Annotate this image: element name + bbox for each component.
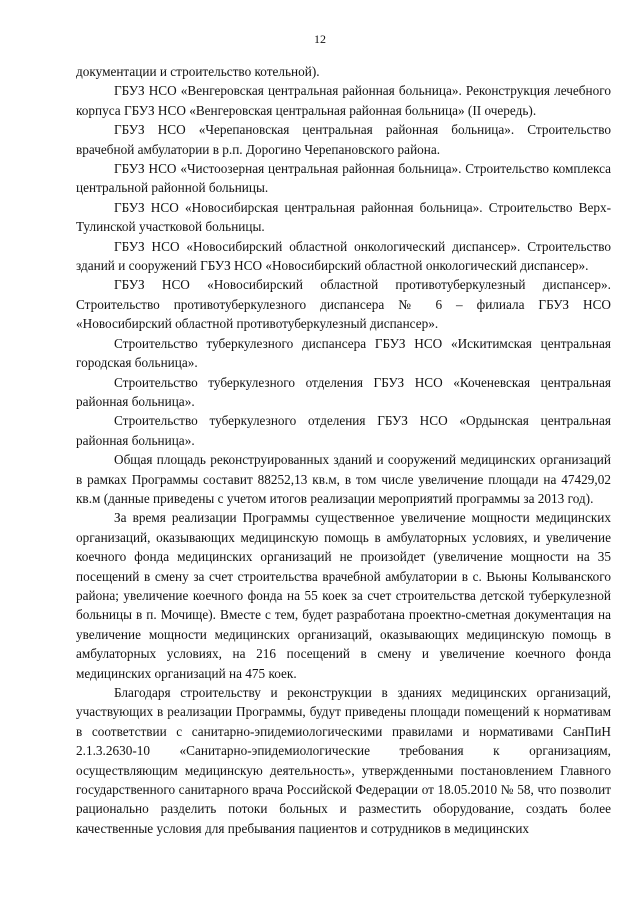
paragraph-chistoozernoe: ГБУЗ НСО «Чистоозерная центральная районная больница». Строительство комплекса центральной районной больницы. — [76, 161, 611, 196]
paragraph-novosibirskaya-crb: ГБУЗ НСО «Новосибирская центральная районная больница». Строительство Верх-Тулинской участковой больницы. — [76, 199, 611, 235]
paragraph-cherepanovo: ГБУЗ НСО «Черепановская центральная районная больница». Строительство врачебной амбулатории в р.п. Дорогино Черепановского района. — [76, 122, 611, 157]
paragraph-kochenevo: Строительство туберкулезного отделения ГБУЗ НСО «Коченевская центральная районная больница». — [76, 374, 611, 409]
paragraph-oncology: ГБУЗ НСО «Новосибирский областной онкологический диспансер». Строительство зданий и сооружений ГБУЗ НСО «Новосибирский областной онкологический диспансер». — [76, 238, 611, 274]
paragraph-capacity: За время реализации Программы существенное увеличение мощности медицинских организаций, оказывающих медицинскую помощь в амбулаторных условиях, и увеличение коечного фонда медицинских организаций не произойдет (увеличение мощности на 35 посещений в смену за счет строительства врачебной амбулатории в с. Вьюны Колыванского района; увеличение коечного фонда на 55 коек за счет строительства детской туберкулезной больницы в п. Мочище). Вместе с тем, будет разработана проектно-сметная документация на увеличение мощности медицинских организаций, оказывающих медицинскую помощь в амбулаторных условиях, на 216 посещений в смену и увеличение коечного фонда медицинских организаций на 475 коек. — [76, 510, 611, 681]
paragraph-continuation: документации и строительство котельной). — [76, 64, 320, 79]
paragraph-total-area: Общая площадь реконструированных зданий и сооружений медицинских организаций в рамках Программы составит 88252,13 кв.м, в том числе увеличение площади на 47429,02 кв.м (данные приведены с учетом итогов реализации мероприятий программы за 2013 год). — [76, 452, 611, 506]
paragraph-iskitim: Строительство туберкулезного диспансера ГБУЗ НСО «Искитимская центральная городская больница». — [76, 335, 611, 371]
paragraph-vengerovo: ГБУЗ НСО «Венгеровская центральная районная больница». Реконструкция лечебного корпуса ГБУЗ НСО «Венгеровская центральная районная больница» (II очередь). — [76, 83, 611, 118]
document-body — [76, 62, 611, 838]
paragraph-sanpin: Благодаря строительству и реконструкции в зданиях медицинских организаций, участвующих в реализации Программы, будут приведены площади помещений к нормативам в соответствии с санитарно-эпидемиологическими правилами и нормативами СанПиН 2.1.3.2630-10 «Санитарно-эпидемиологические требования к организациям, осуществляющим медицинскую деятельность», утвержденными постановлением Главного государственного санитарного врача Российской Федерации от 18.05.2010 № 58, что позволит рационально разделить потоки больных и разместить оборудование, создать более качественные условия для пребывания пациентов и сотрудников в медицинских — [76, 685, 611, 836]
page-number: 12 — [314, 32, 326, 46]
paragraph-ordynskoe: Строительство туберкулезного отделения ГБУЗ НСО «Ордынская центральная районная больница». — [76, 413, 611, 448]
paragraph-tb-dispensary: ГБУЗ НСО «Новосибирский областной противотуберкулезный диспансер». Строительство противотуберкулезного диспансера № 6 – филиала ГБУЗ НСО «Новосибирский областной противотуберкулезный диспансер». — [76, 277, 611, 332]
